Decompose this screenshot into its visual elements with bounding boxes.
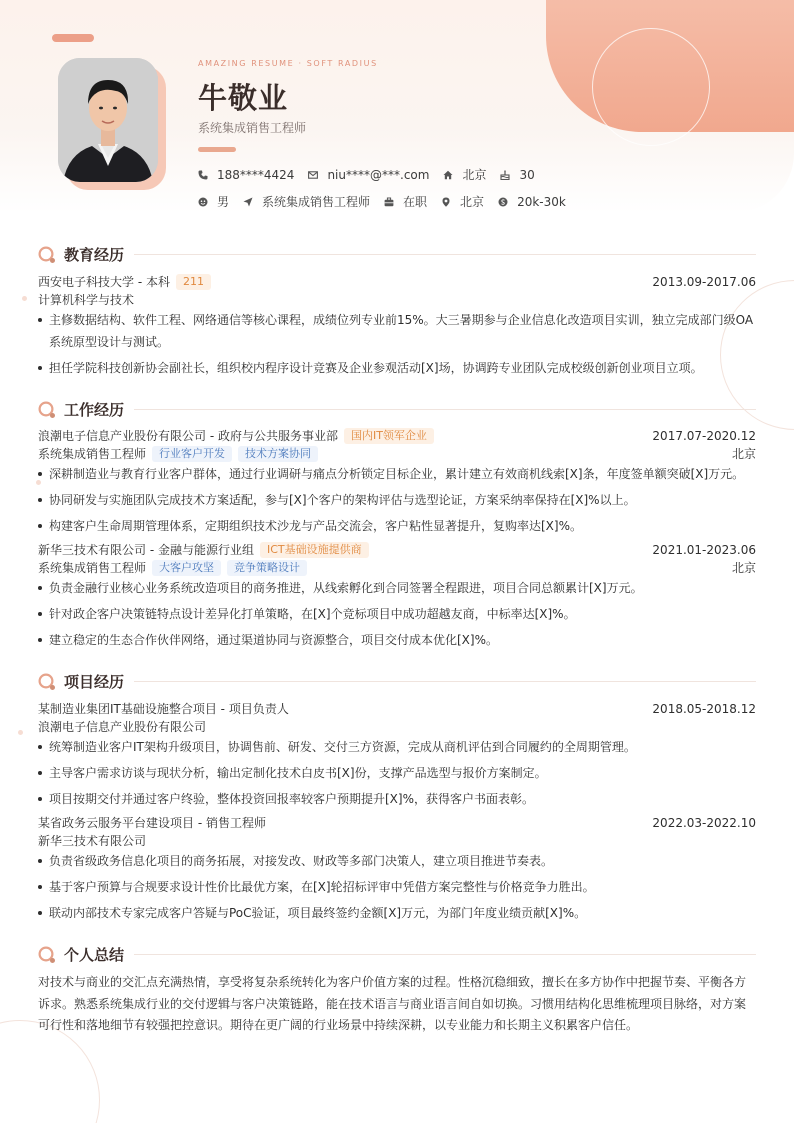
gender-icon	[198, 197, 208, 207]
salary-text: 20k-30k	[517, 194, 566, 209]
section-projects-heading	[38, 671, 756, 692]
project-row	[38, 814, 756, 831]
job-bullet: 协同研发与实施团队完成技术方案适配，参与[X]个客户的架构评估与选型论证，方案采纳率保持在[X]%以上。	[38, 489, 756, 511]
major-name: 计算机科学与技术	[38, 293, 135, 307]
cake-icon	[500, 170, 510, 180]
target-role-text: 系统集成销售工程师	[262, 195, 371, 209]
job-bullet: 深耕制造业与教育行业客户群体，通过行业调研与痛点分析锁定目标企业，累计建立有效商机线索[X]条，年度签单额突破[X]万元。	[38, 463, 756, 485]
summary-text: 对技术与商业的交汇点充满热情，享受将复杂系统转化为客户价值方案的过程。性格沉稳细致，擅长在多方协作中把握节奏、平衡各方诉求。熟悉系统集成行业的交付逻辑与客户决策链路，能在技术语言与商业语言间自如切换。习惯用结构化思维梳理项目脉络，对方案可行性和落地细节有较强把控意识。期待在更广阔的行业场景中持续深耕，以专业能力和长期主义积累客户信任。	[38, 975, 747, 1033]
project-bullet: 项目按期交付并通过客户终验，整体投资回报率较客户预期提升[X]%，获得客户书面表彰。	[38, 788, 756, 810]
section-title: 项目经历	[64, 673, 125, 691]
search-icon	[38, 401, 56, 419]
deco-dot	[22, 296, 27, 301]
home-info	[443, 166, 486, 183]
email-text: niu****@***.com	[327, 167, 430, 182]
location-icon	[441, 197, 451, 207]
job-date: 2021.01-2023.06	[652, 542, 756, 557]
job-role-row	[38, 445, 756, 462]
section-work-heading	[38, 399, 756, 420]
status-text: 在职	[403, 195, 428, 209]
email-info	[308, 168, 429, 182]
role-tag: 大客户攻坚	[152, 560, 221, 576]
section-divider	[134, 681, 756, 682]
project-bullet: 统筹制造业客户IT架构升级项目，协调售前、研发、交付三方资源，完成从商机评估到合同履约的全周期管理。	[38, 736, 756, 758]
job-bullet: 负责金融行业核心业务系统改造项目的商务推进，从线索孵化到合同签署全程跟进，项目合同总额累计[X]万元。	[38, 577, 756, 599]
avatar	[58, 58, 158, 182]
salary-icon	[498, 197, 508, 207]
gender-text: 男	[217, 195, 230, 209]
project-bullet: 联动内部技术专家完成客户答疑与PoC验证，项目最终签约金额[X]万元，为部门年度业绩贡献[X]%。	[38, 902, 756, 924]
gender-info	[198, 193, 229, 210]
phone-text: 188****4424	[217, 167, 295, 182]
job-bullet: 针对政企客户决策链特点设计差异化打单策略，在[X]个竞标项目中成功超越友商，中标率达[X]%。	[38, 603, 756, 625]
section-title: 教育经历	[64, 246, 125, 264]
company-tag: ICT基础设施提供商	[260, 542, 369, 558]
company-name: 新华三技术有限公司 - 金融与能源行业组	[38, 543, 254, 557]
search-icon	[38, 673, 56, 691]
contact-row	[198, 166, 549, 183]
project-bullet: 负责省级政务信息化项目的商务拓展，对接发改、财政等多部门决策人，建立项目推进节奏表。	[38, 850, 756, 872]
header-accent-bar	[198, 147, 236, 152]
job-company-row	[38, 541, 756, 558]
mail-icon	[308, 170, 318, 180]
school-badge: 211	[176, 274, 211, 290]
age-info	[500, 168, 534, 182]
avatar-person-illustration	[58, 58, 158, 182]
section-title: 个人总结	[64, 946, 125, 964]
project-row	[38, 700, 756, 717]
project-org: 新华三技术有限公司	[38, 834, 147, 848]
salary-info	[498, 195, 566, 209]
project-bullet: 基于客户预算与合规要求设计性价比最优方案，在[X]轮招标评审中凭借方案完整性与价格竞争力胜出。	[38, 876, 756, 898]
phone-icon	[198, 170, 208, 180]
section-divider	[134, 409, 756, 410]
job-city: 北京	[731, 561, 756, 575]
section-title: 工作经历	[64, 401, 125, 419]
project-org-row	[38, 832, 756, 849]
project-date: 2022.03-2022.10	[652, 815, 756, 830]
target-role-info	[243, 193, 370, 210]
education-bullet: 担任学院科技创新协会副社长，组织校内程序设计竞赛及企业参观活动[X]场，协调跨专业团队完成校级创新创业项目立项。	[38, 357, 756, 379]
role-tag: 行业客户开发	[152, 446, 232, 462]
job-role-row	[38, 559, 756, 576]
briefcase-icon	[384, 197, 394, 207]
search-icon	[38, 246, 56, 264]
section-education-heading	[38, 244, 756, 265]
status-info	[384, 193, 427, 210]
candidate-name: 牛敬业	[198, 81, 289, 115]
education-row	[38, 273, 756, 290]
profile-row	[198, 193, 580, 210]
candidate-title: 系统集成销售工程师	[198, 121, 307, 135]
school-name: 西安电子科技大学 - 本科	[38, 275, 170, 289]
header-tagline: AMAZING RESUME · SOFT RADIUS	[198, 59, 378, 68]
company-tag: 国内IT领军企业	[344, 428, 434, 444]
job-role: 系统集成销售工程师	[38, 447, 147, 461]
role-tag: 竞争策略设计	[227, 560, 307, 576]
job-bullet: 建立稳定的生态合作伙伴网络，通过渠道协同与资源整合，项目交付成本优化[X]%。	[38, 629, 756, 651]
accent-pill	[52, 34, 94, 42]
section-divider	[134, 954, 756, 955]
education-date: 2013.09-2017.06	[652, 274, 756, 289]
role-tag: 技术方案协同	[238, 446, 318, 462]
company-name: 浪潮电子信息产业股份有限公司 - 政府与公共服务事业部	[38, 429, 338, 443]
deco-dot	[18, 730, 23, 735]
city-text: 北京	[460, 195, 485, 209]
send-icon	[243, 197, 253, 207]
major-row	[38, 291, 756, 308]
city-info	[441, 193, 484, 210]
project-org-row	[38, 718, 756, 735]
education-bullet: 主修数据结构、软件工程、网络通信等核心课程，成绩位列专业前15%。大三暑期参与企业信息化改造项目实训，独立完成部门级OA	[38, 309, 756, 331]
project-org: 浪潮电子信息产业股份有限公司	[38, 720, 207, 734]
job-city: 北京	[731, 447, 756, 461]
age-text: 30	[519, 167, 535, 182]
phone-info	[198, 168, 294, 182]
section-divider	[134, 254, 756, 255]
job-date: 2017.07-2020.12	[652, 428, 756, 443]
home-text: 北京	[462, 168, 487, 182]
project-bullet: 主导客户需求访谈与现状分析，输出定制化技术白皮书[X]份，支撑产品选型与报价方案制定。	[38, 762, 756, 784]
header-blob-ring	[592, 28, 710, 146]
job-role: 系统集成销售工程师	[38, 561, 147, 575]
home-icon	[443, 170, 453, 180]
job-company-row	[38, 427, 756, 444]
education-bullet-continuation: 系统原型设计与测试。	[49, 335, 170, 349]
section-summary-heading	[38, 944, 756, 965]
search-icon	[38, 946, 56, 964]
job-bullet: 构建客户生命周期管理体系，定期组织技术沙龙与产品交流会，客户粘性显著提升，复购率达[X]%。	[38, 515, 756, 537]
project-name: 某省政务云服务平台建设项目 - 销售工程师	[38, 816, 266, 830]
project-date: 2018.05-2018.12	[652, 701, 756, 716]
project-name: 某制造业集团IT基础设施整合项目 - 项目负责人	[38, 702, 289, 716]
